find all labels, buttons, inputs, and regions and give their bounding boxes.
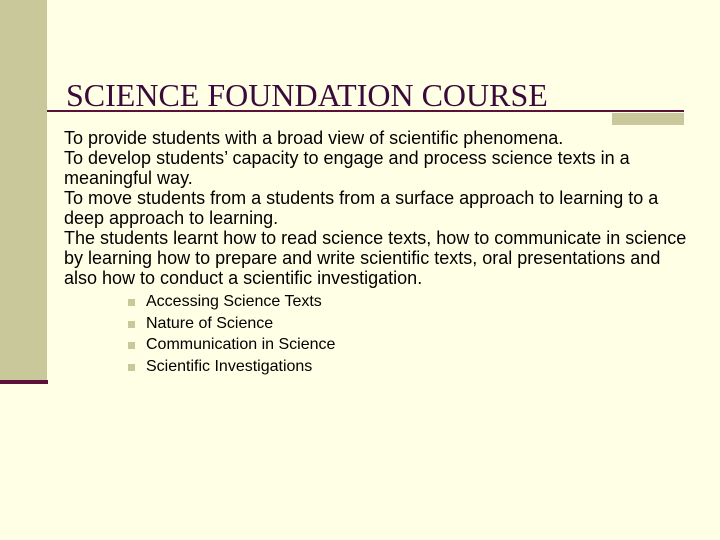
- bullet-text: To provide students with a broad view of scientific phenomena.: [64, 128, 564, 148]
- sub-bullet-item: [128, 291, 720, 313]
- title-rule-accent: [612, 113, 684, 125]
- sub-bullet-text: Accessing Science Texts: [146, 293, 322, 310]
- bullet-item: [18, 148, 698, 188]
- bullet-item: [18, 128, 698, 148]
- square-bullet-icon: [128, 342, 135, 349]
- bullet-item: [18, 228, 698, 377]
- square-bullet-icon: [30, 134, 39, 143]
- bullet-text: To develop students’ capacity to engage and process science texts in a meaningful way.: [64, 148, 630, 188]
- bullet-list: [18, 128, 698, 377]
- sub-bullet-text: Communication in Science: [146, 336, 336, 353]
- sub-bullet-item: [128, 334, 720, 356]
- sub-bullet-list: [128, 291, 720, 377]
- square-bullet-icon: [128, 299, 135, 306]
- square-bullet-icon: [30, 234, 39, 243]
- slide-title: SCIENCE FOUNDATION COURSE: [66, 77, 548, 113]
- bullet-text: The students learnt how to read science texts, how to communicate in science by learning how to prepare and write scientific texts, oral presentations and also how to conduct a scientific investigation.: [64, 228, 687, 288]
- bullet-item: [18, 188, 698, 228]
- square-bullet-icon: [30, 154, 39, 163]
- square-bullet-icon: [30, 194, 39, 203]
- sub-bullet-text: Nature of Science: [146, 314, 274, 332]
- sub-bullet-item: [128, 356, 720, 378]
- square-bullet-icon: [128, 321, 135, 328]
- side-divider-line: [0, 380, 48, 384]
- bullet-text: To move students from a students from a surface approach to learning to a deep approach to learning.: [64, 188, 659, 228]
- square-bullet-icon: [128, 364, 135, 371]
- sub-bullet-item: [128, 313, 720, 335]
- sub-bullet-text: Scientific Investigations: [146, 357, 313, 375]
